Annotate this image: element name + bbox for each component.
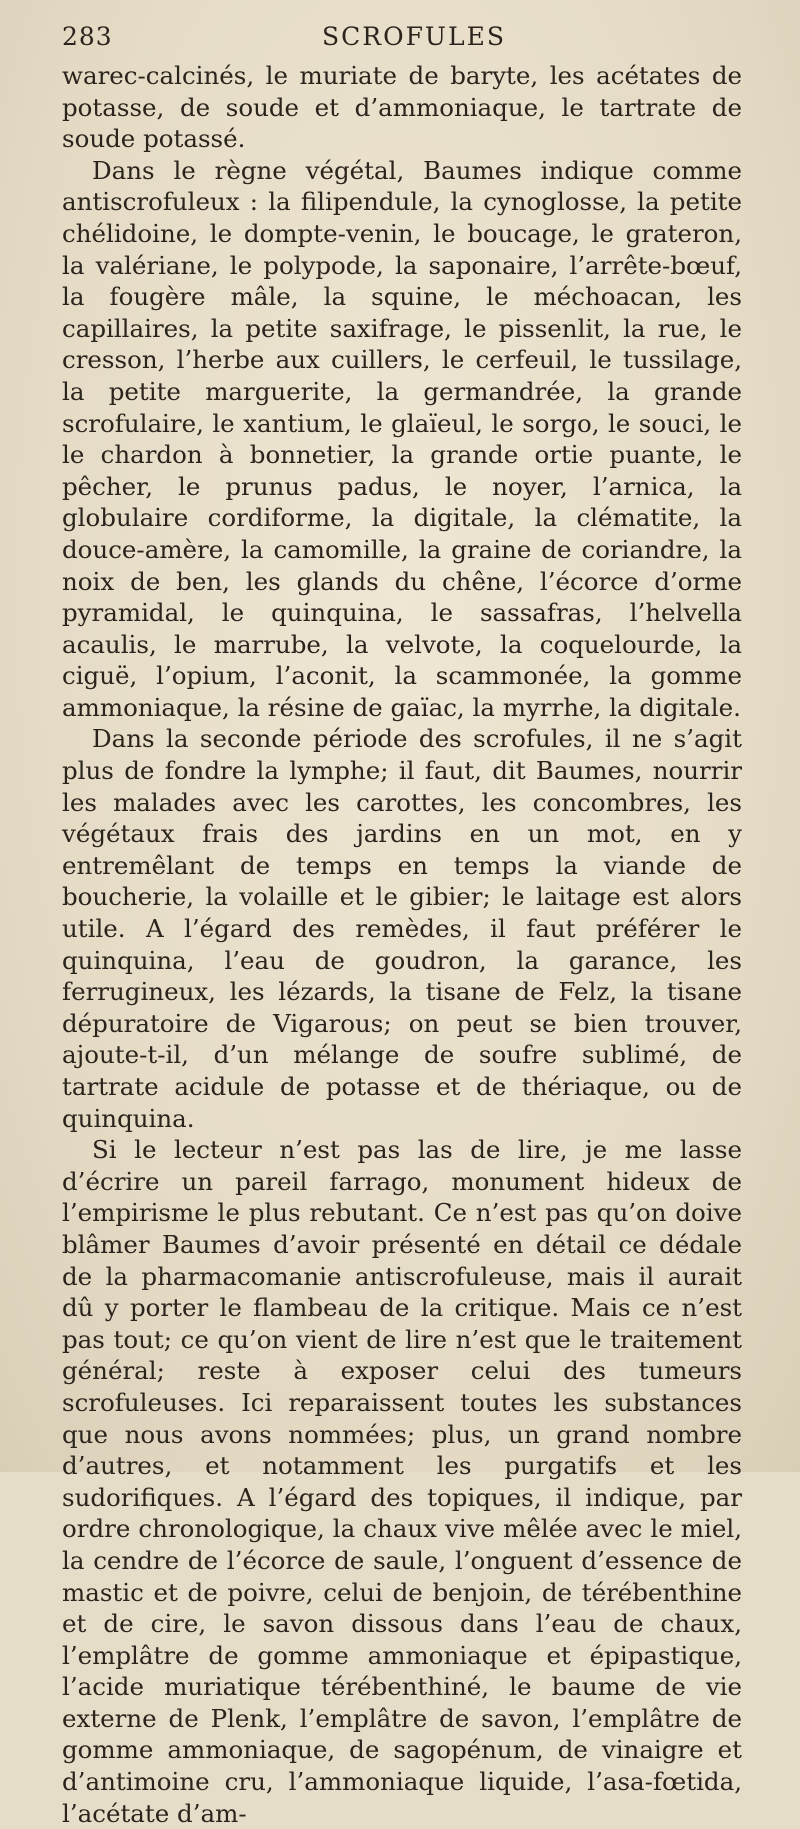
page-header [62, 18, 662, 58]
page-number: 283 [62, 22, 113, 51]
running-head: SCROFULES [322, 22, 506, 51]
page-body [62, 60, 742, 1829]
paragraph-continuation: warec-calcinés, le muriate de baryte, les acétates de potasse, de soude et d’ammoniaque, le tartrate de soude potassé. [62, 61, 742, 154]
paragraph-vegetable-kingdom: Dans le règne végétal, Baumes indique comme antiscrofuleux : la filipendule, la cynoglosse, la petite chélidoine, le dompte-venin, le boucage, le grateron, la valériane, le polypode, la saponaire, l’arrête-bœuf, la fougère mâle, la squine, le méchoacan, les capillaires, la petite saxifrage, le pissenlit, la rue, le cresson, l’herbe aux cuillers, le cerfeuil, le tussilage, la petite marguerite, la germandrée, la grande scrofulaire, le xantium, le glaïeul, le sorgo, le souci, le le chardon à bonnetier, la grande ortie puante, le pêcher, le prunus padus, le noyer, l’arnica, la globulaire cordiforme, la digitale, la clématite, la douce-amère, la camomille, la graine de coriandre, la noix de ben, les glands du chêne, l’écorce d’orme pyramidal, le quinquina, le sassafras, l’helvella acaulis, le marrube, la velvote, la coquelourde, la ciguë, l’opium, l’aconit, la scammonée, la gomme ammoniaque, la résine de gaïac, la myrrhe, la digitale. [62, 155, 742, 722]
paragraph-critique: Si le lecteur n’est pas las de lire, je me lasse d’écrire un pareil farrago, monument hideux de l’empirisme le plus rebutant. Ce n’est pas qu’on doive blâmer Baumes d’avoir présenté en détail ce dédale de la pharmacomanie antiscrofuleuse, mais il aurait dû y porter le flambeau de la critique. Mais ce n’est pas tout; ce qu’on vient de lire n’est que le traitement général; reste à exposer celui des tumeurs scrofuleuses. Ici reparaissent toutes les substances que nous avons nommées; plus, un grand nombre d’autres, et notamment les purgatifs et les sudorifiques. A l’égard des topiques, il indique, par ordre chronologique, la chaux vive mêlée avec le miel, la cendre de l’écorce de saule, l’onguent d’essence de mastic et de poivre, celui de benjoin, de térébenthine et de cire, le savon dissous dans l’eau de chaux, l’emplâtre de gomme ammoniaque et épipastique, l’acide muriatique térébenthiné, le baume de vie externe de Plenk, l’emplâtre de savon, l’emplâtre de gomme ammoniaque, de sagopénum, de vinaigre et d’antimoine cru, l’ammoniaque liquide, l’asa-fœtida, l’acétate d’am- [62, 1135, 742, 1828]
paragraph-second-period: Dans la seconde période des scrofules, il ne s’agit plus de fondre la lymphe; il faut, dit Baumes, nourrir les malades avec les carottes, les concombres, les végétaux frais des jardins en un mot, en y entremêlant de temps en temps la viande de boucherie, la volaille et le gibier; le laitage est alors utile. A l’égard des remèdes, il faut préférer le quinquina, l’eau de goudron, la garance, les ferrugineux, les lézards, la tisane de Felz, la tisane dépuratoire de Vigarous; on peut se bien trouver, ajoute-t-il, d’un mélange de soufre sublimé, de tartrate acidule de potasse et de thériaque, ou de quinquina. [62, 724, 742, 1133]
